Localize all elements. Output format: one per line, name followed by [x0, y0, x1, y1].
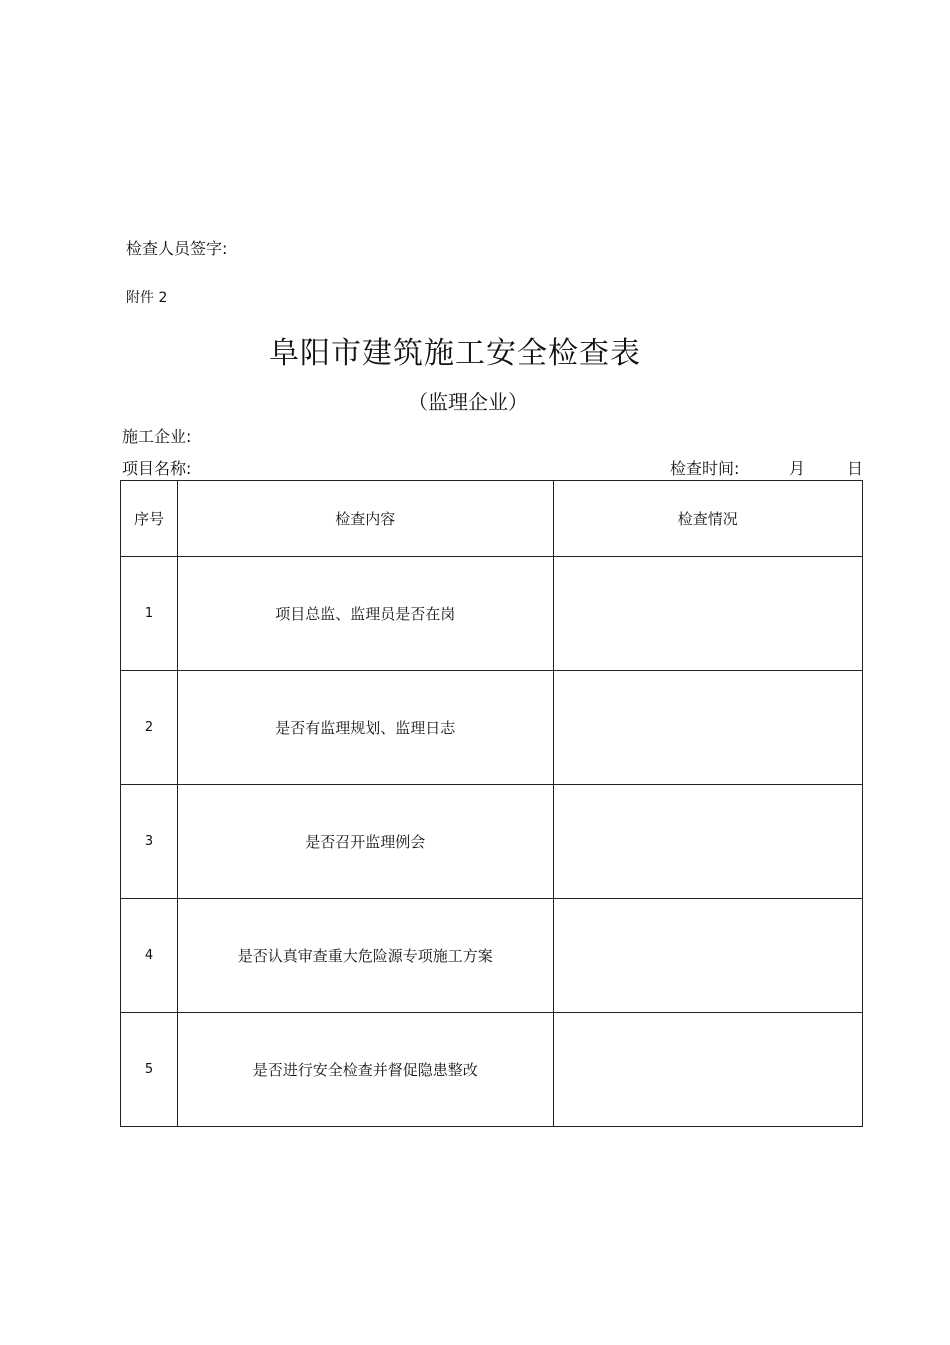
table-header-row: [121, 481, 863, 557]
construction-company-label: 施工企业:: [122, 427, 192, 446]
row-number: 5: [121, 1013, 178, 1127]
row-status-cell[interactable]: [553, 671, 862, 785]
row-content: 项目总监、监理员是否在岗: [178, 557, 554, 671]
column-header-number: 序号: [121, 481, 178, 557]
row-content: 是否进行安全检查并督促隐患整改: [178, 1013, 554, 1127]
inspection-table: [120, 480, 863, 1127]
column-header-content: 检查内容: [178, 481, 554, 557]
project-name-label: 项目名称:: [122, 459, 192, 478]
inspector-signature-label: 检查人员签字:: [126, 239, 228, 258]
row-content: 是否有监理规划、监理日志: [178, 671, 554, 785]
row-content: 是否认真审查重大危险源专项施工方案: [178, 899, 554, 1013]
check-time-label: 检查时间:: [670, 459, 740, 478]
row-status-cell[interactable]: [553, 785, 862, 899]
row-number: 4: [121, 899, 178, 1013]
row-number: 2: [121, 671, 178, 785]
page-title: 阜阳市建筑施工安全检查表: [269, 336, 641, 371]
table-row: [121, 899, 863, 1013]
month-label: 月: [789, 459, 806, 478]
row-status-cell[interactable]: [553, 557, 862, 671]
row-number: 1: [121, 557, 178, 671]
column-header-status: 检查情况: [553, 481, 862, 557]
day-label: 日: [847, 459, 864, 478]
row-status-cell[interactable]: [553, 1013, 862, 1127]
row-status-cell[interactable]: [553, 899, 862, 1013]
row-content: 是否召开监理例会: [178, 785, 554, 899]
page-subtitle: （监理企业）: [408, 390, 528, 414]
row-number: 3: [121, 785, 178, 899]
table-row: [121, 671, 863, 785]
table-row: [121, 557, 863, 671]
table-row: [121, 785, 863, 899]
attachment-label: 附件 2: [126, 290, 168, 306]
table-row: [121, 1013, 863, 1127]
